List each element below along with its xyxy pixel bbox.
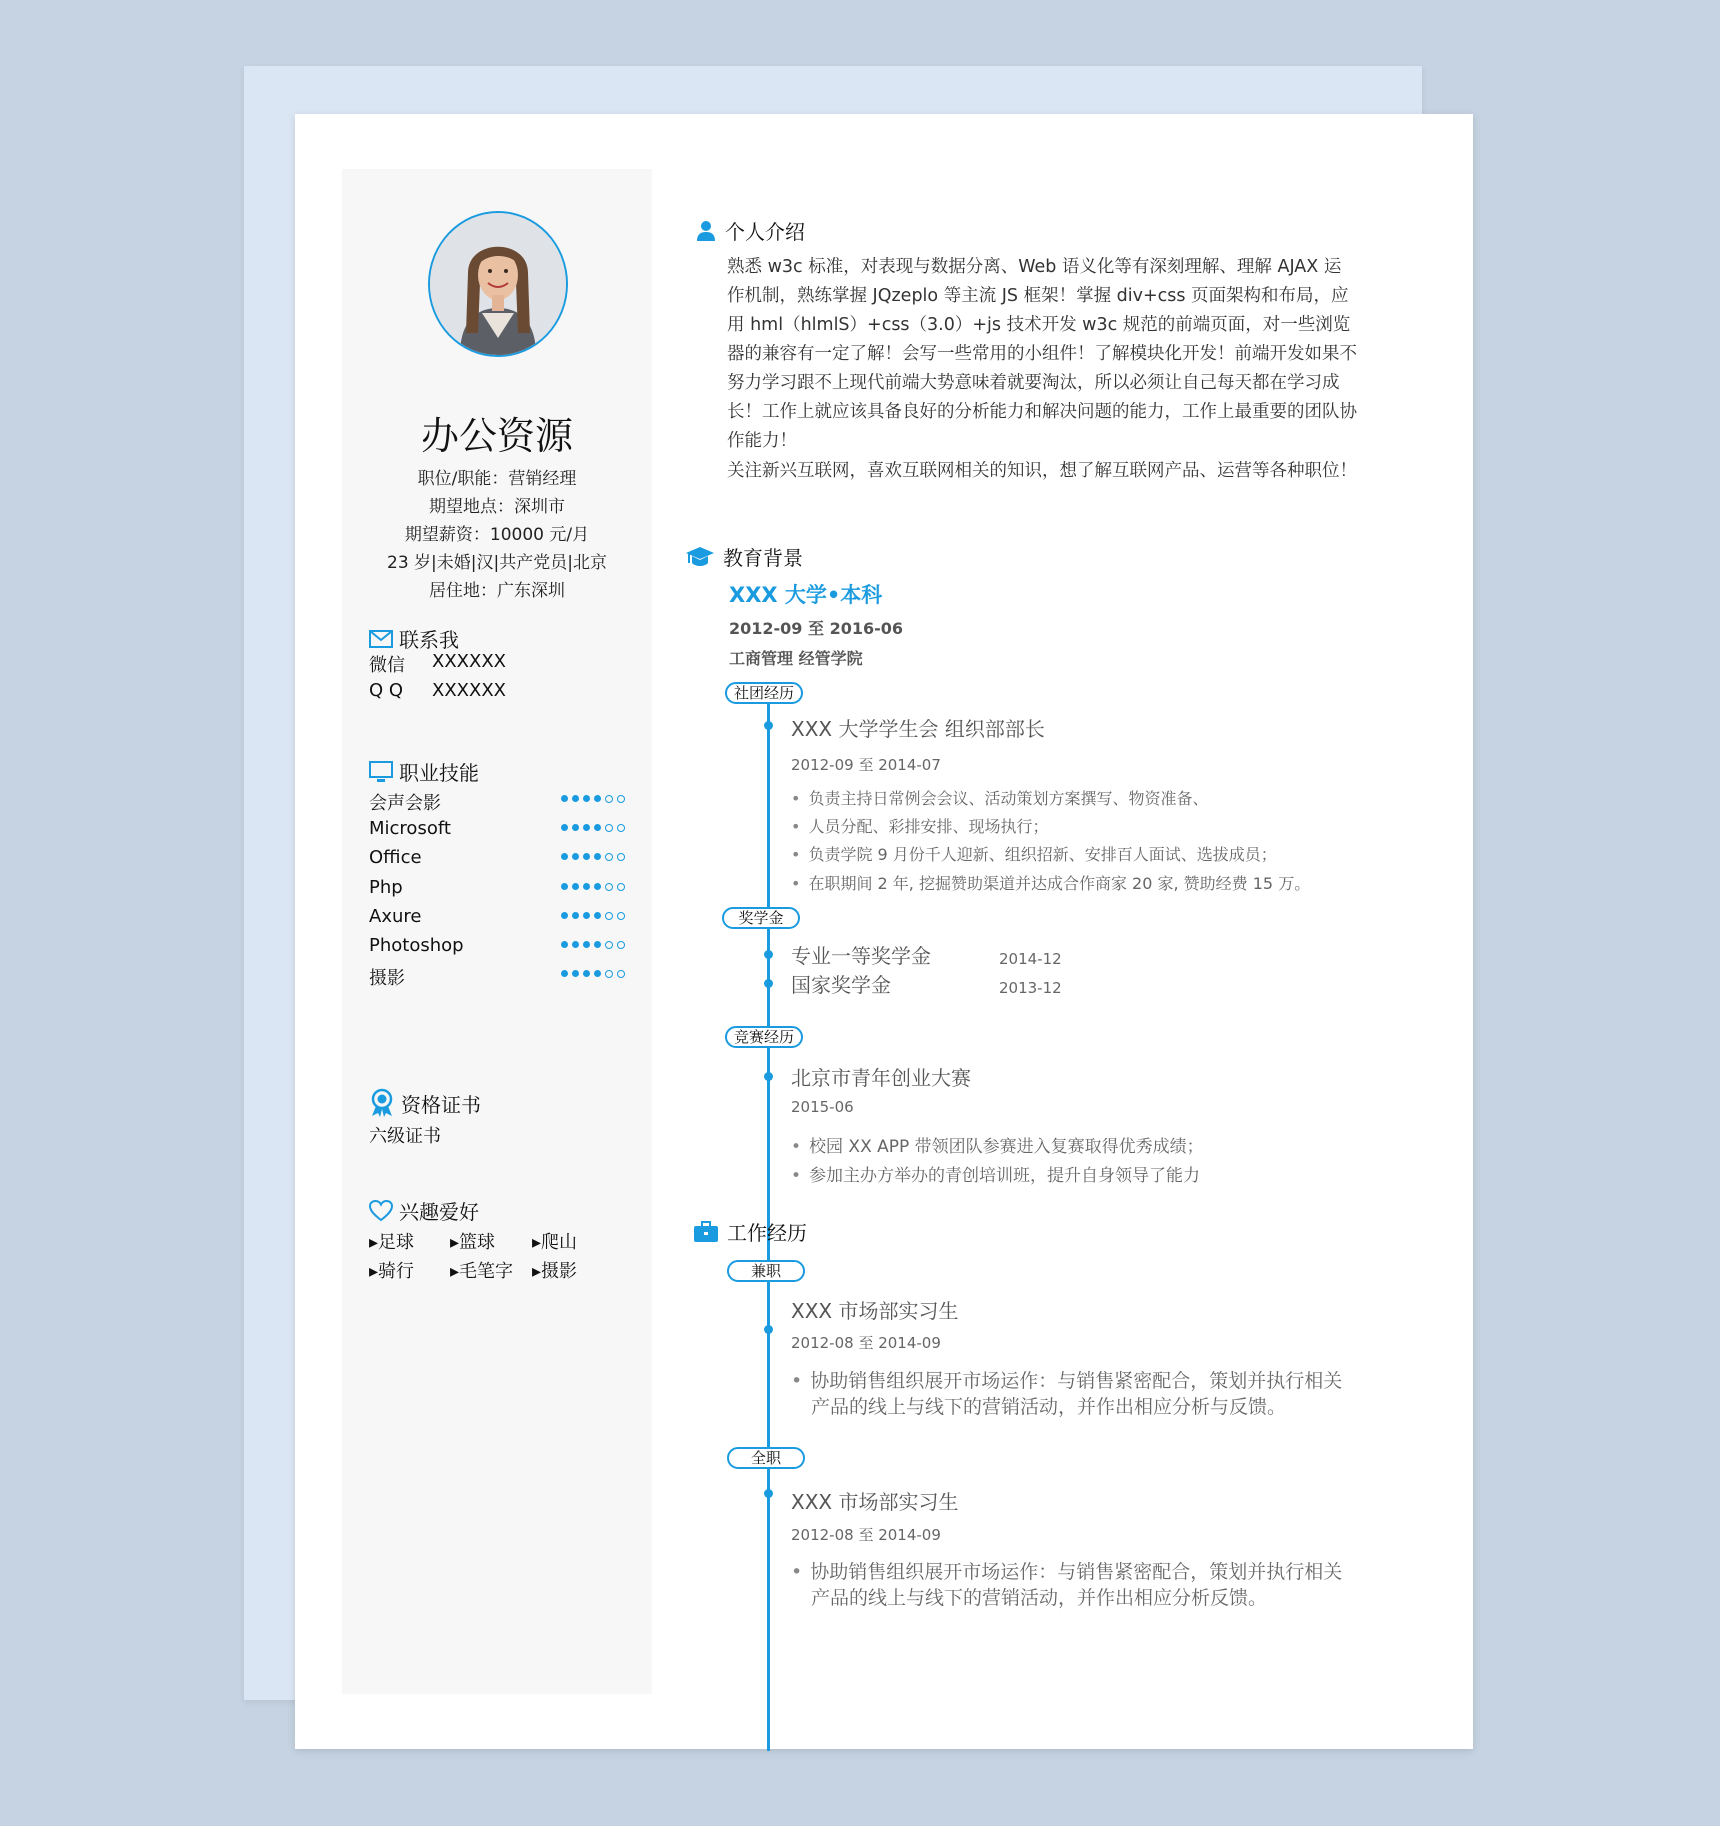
skill-dot-filled [594,883,601,890]
parttime-title: XXX 市场部实习生 [791,1299,959,1323]
timeline-dot [764,979,773,988]
skill-level-dots [561,795,625,803]
hobbies-heading [369,1196,479,1225]
skill-row [369,789,625,815]
hobby-item: ▸毛笔字 [450,1261,514,1282]
skill-row [369,847,625,868]
skill-dot-filled [561,795,568,802]
fulltime-date: 2012-08 至 2014-09 [791,1526,941,1544]
timeline-dot [764,950,773,959]
intro-paragraph: 熟悉 w3c 标准，对表现与数据分离、Web 语义化等有深刻理解、理解 AJAX 运作机制，熟练掌握 JQzeplo 等主流 JS 框架！掌握 div+css 页面架构和布局，应用 hml（hlmlS）+css（3.0）+js 技术开发 w3c 规范的前端页面，对一些浏览器的兼容有一定了解！会写一些常用的小组件！了解模块化开发！前端开发如果不努力学习跟不上现代前端大势意味着就要淘汰，所以必须让自己每天都在学习成长！工作上就应该具备良好的分析能力和解决问题的能力，工作上最重要的团队协作能力！ [727,257,1357,451]
parttime-bullet: • 协助销售组织展开市场运作：与销售紧密配合，策划并执行相关产品的线上与线下的营销活动，并作出相应分析与反馈。 [791,1368,1351,1420]
tag-contest: 竞赛经历 [725,1026,803,1048]
monitor-icon [369,761,393,783]
skill-dot-filled [583,941,590,948]
skills-title: 职业技能 [399,761,479,785]
contact-heading [369,624,459,653]
education-heading [685,542,803,571]
contact-label: 微信 [369,655,405,676]
certs-heading [369,1088,481,1118]
club-date: 2012-09 至 2014-07 [791,756,941,774]
school-title: XXX 大学•本科 [729,583,883,607]
skill-name: 摄影 [369,968,405,990]
skill-dot-filled [572,941,579,948]
info-personal: 23 岁|未婚|汉|共产党员|北京 [387,553,607,573]
skill-dot-empty [605,824,613,832]
skills-heading [369,757,479,786]
info-position: 职位/职能：营销经理 [417,469,577,489]
skill-dot-filled [561,970,568,977]
work-title: 工作经历 [727,1221,807,1245]
skill-row [369,906,625,927]
work-timeline [767,1277,770,1751]
skill-dot-filled [572,970,579,977]
skill-dot-filled [594,795,601,802]
skill-level-dots [561,941,625,949]
fulltime-title: XXX 市场部实习生 [791,1490,959,1514]
fulltime-bullet: • 协助销售组织展开市场运作：与销售紧密配合，策划并执行相关产品的线上与线下的营销活动，并作出相应分析反馈。 [791,1559,1351,1611]
tag-parttime: 兼职 [727,1260,805,1282]
contact-title: 联系我 [399,628,459,652]
skill-name: Microsoft [369,818,451,840]
contact-qq [369,680,506,701]
portrait-photo [430,213,566,355]
skill-name: Axure [369,905,422,927]
skill-dot-empty [605,853,613,861]
briefcase-icon [693,1221,719,1243]
hobby-item: ▸骑行 [369,1261,415,1282]
skill-name: Photoshop [369,935,464,956]
skill-dot-filled [572,853,579,860]
club-bullet: • 在职期间 2 年, 挖掘赞助渠道并达成合作商家 20 家, 赞助经费 15 万。 [791,871,1310,894]
skill-dot-empty [605,941,613,949]
info-location: 期望地点：深圳市 [429,497,565,517]
skill-dot-empty [605,883,613,891]
intro-heading [695,216,805,245]
work-heading [693,1217,807,1246]
timeline-dot [764,721,773,730]
club-bullet: • 人员分配、彩排安排、现场执行； [791,814,1048,837]
info-residence: 居住地：广东深圳 [429,581,565,601]
hobby-item: ▸篮球 [450,1232,496,1253]
candidate-name: 办公资源 [420,414,573,458]
timeline-dot [764,1489,773,1498]
skill-dot-empty [605,795,613,803]
skill-dot-filled [572,883,579,890]
skill-dot-filled [583,883,590,890]
award-ribbon-icon [369,1088,395,1118]
intro-title: 个人介绍 [725,220,805,244]
certs-title: 资格证书 [401,1092,481,1117]
skill-name: Office [369,847,422,869]
education-timeline [767,702,770,1298]
info-salary: 期望薪资：10000 元/月 [404,525,590,545]
skill-name: 会声会影 [369,793,441,814]
tag-club: 社团经历 [725,682,803,704]
skill-dot-filled [583,795,590,802]
skill-row [369,818,625,839]
contest-bullet: • 校园 XX APP 带领团队参赛进入复赛取得优秀成绩； [791,1132,1204,1157]
skill-level-dots [561,970,625,978]
cert-item: 六级证书 [369,1126,441,1147]
hobbies-title: 兴趣爱好 [399,1200,479,1224]
skill-dot-filled [583,912,590,919]
hobby-item: ▸足球 [369,1232,415,1253]
skill-row [369,964,625,990]
skill-dot-empty [605,912,613,920]
contact-wechat [369,651,506,677]
mail-icon [369,630,393,648]
skill-name: Php [369,876,403,898]
skill-row [369,877,625,898]
club-title: XXX 大学学生会 组织部部长 [791,717,1045,741]
skill-dot-filled [594,941,601,948]
skill-dot-filled [561,853,568,860]
avatar [428,211,568,357]
award-name: 专业一等奖学金 [791,944,931,968]
skill-row [369,935,625,956]
contest-date: 2015-06 [791,1098,854,1116]
club-bullet: • 负责主持日常例会会议、活动策划方案撰写、物资准备、 [791,786,1208,809]
skill-dot-empty [605,970,613,978]
skill-level-dots [561,912,625,920]
hobby-item: ▸爬山 [532,1232,578,1253]
skill-dot-empty [617,795,625,803]
skill-dot-filled [583,824,590,831]
education-period: 2012-09 至 2016-06 [729,619,904,638]
award-date: 2013-12 [999,979,1062,997]
skill-dot-filled [594,912,601,919]
award-name: 国家奖学金 [791,973,891,997]
education-major: 工商管理 经管学院 [729,649,863,668]
award-date: 2014-12 [999,950,1062,968]
skill-dot-empty [617,824,625,832]
resume-page [295,114,1473,1749]
tag-fulltime: 全职 [727,1447,805,1469]
skill-dot-filled [561,941,568,948]
skill-dot-empty [617,941,625,949]
skill-dot-filled [594,824,601,831]
education-title: 教育背景 [723,546,803,570]
timeline-dot [764,1325,773,1334]
skill-level-dots [561,853,625,861]
skill-dot-filled [594,970,601,977]
hobby-item: ▸摄影 [532,1261,578,1282]
contact-value: XXXXXX [432,651,506,672]
contact-value: XXXXXX [432,680,506,701]
person-icon [695,220,717,242]
skill-level-dots [561,883,625,891]
tag-scholarship: 奖学金 [722,907,800,929]
heart-icon [369,1200,393,1222]
intro-paragraph-2: 关注新兴互联网，喜欢互联网相关的知识，想了解互联网产品、运营等各种职位！ [727,461,1357,481]
skill-dot-filled [594,853,601,860]
skill-dot-empty [617,912,625,920]
skill-dot-filled [561,912,568,919]
skill-dot-filled [572,912,579,919]
skill-dot-filled [572,824,579,831]
sidebar [342,169,652,1694]
graduation-cap-icon [685,545,715,569]
skill-dot-filled [572,795,579,802]
skill-dot-filled [583,853,590,860]
club-bullet: • 负责学院 9 月份千人迎新、组织招新、安排百人面试、选拔成员； [791,842,1277,865]
skill-dot-empty [617,970,625,978]
skill-dot-filled [561,883,568,890]
skill-dot-empty [617,853,625,861]
skill-level-dots [561,824,625,832]
parttime-date: 2012-08 至 2014-09 [791,1334,941,1352]
timeline-dot [764,1072,773,1081]
skill-dot-filled [561,824,568,831]
skill-dot-filled [583,970,590,977]
contact-label: Q Q [369,680,404,701]
skill-dot-empty [617,883,625,891]
contest-title: 北京市青年创业大赛 [791,1066,971,1090]
contest-bullet: • 参加主办方举办的青创培训班，提升自身领导了能力 [791,1161,1200,1186]
